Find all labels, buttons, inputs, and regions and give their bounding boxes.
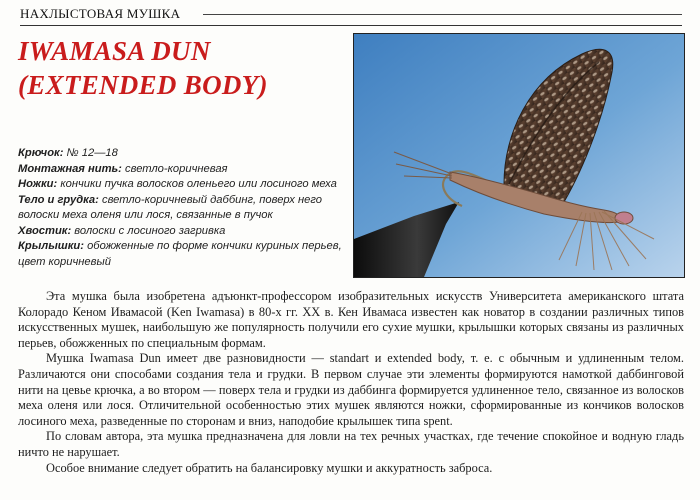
spec-label: Крылышки: [18, 240, 84, 252]
paragraph: Особое внимание следует обратить на балансировку мушки и аккуратность заброса. [46, 460, 493, 475]
spec-legs [18, 177, 352, 193]
spec-body [18, 193, 352, 224]
title-line-2: (EXTENDED BODY) [18, 70, 268, 100]
article-body [18, 289, 684, 476]
spec-value: обожженные по форме кончики куриных перьев, цвет коричневый [18, 240, 342, 268]
spec-value: светло-коричневая [125, 162, 228, 175]
section-title: НАХЛЫСТОВАЯ МУШКА [20, 6, 181, 21]
paragraph: Мушка Iwamasa Dun имеет две разновидности — standart и extended body, т. е. с обычным и удлиненным телом. Различаются они способами создания тела и грудки. В первом случае эти элементы формируются намоткой даббинговой нити на цевье крючка, а во втором — поверх тела и грудки из даббинга формируется удлиненное тело, связанное из волосков меха оленя или лося. Отличительной особенностью этих мушек являются ножки, сформированные из кончиков волосков лосиного меха, разведенные по сторонам и вниз, наподобие крылышек типа spent. [18, 351, 684, 428]
spec-wings [18, 239, 352, 270]
spec-label: Хвостик: [18, 224, 72, 237]
spec-hook [18, 146, 352, 162]
spec-label: Ножки: [18, 178, 58, 190]
fly-illustration [354, 34, 684, 277]
fly-photo [353, 33, 685, 278]
fly-head [615, 212, 633, 224]
paragraph: По словам автора, эта мушка предназначена для ловли на тех речных участках, где течение спокойное и водную гладь ничто не нарушает. [18, 429, 684, 459]
spec-label: Крючок: [18, 147, 64, 159]
spec-label: Тело и грудка: [18, 193, 99, 206]
header-rule [203, 14, 682, 15]
section-header [20, 3, 682, 26]
spec-value: кончики пучка волосков оленьего или лосиного меха [60, 178, 337, 190]
paragraph: Эта мушка была изобретена адъюнкт-профессором изобразительных искусств Университета американского штата Колорадо Кеном Ивамасой (Ken Iwamasa) в 80-х гг. XX в. Кен Ивамаса известен как новатор в создании различных типов искусственных мушек, наибольшую же популярность получили его сухие мушки, крылышки которых связаны из различных перьев, обожженных по специальным формам. [18, 289, 684, 350]
title-line-1: IWAMASA DUN [18, 36, 211, 66]
spec-value: № 12—18 [66, 147, 118, 159]
spec-tail [18, 224, 352, 240]
spec-value: светло-коричневый даббинг, поверх него волоски меха оленя или лося, связанные в пучок [18, 193, 322, 221]
recipe-specs [18, 146, 352, 270]
spec-thread [18, 162, 352, 178]
page-title [18, 34, 268, 102]
spec-label: Монтажная нить: [18, 162, 122, 175]
spec-value: волоски с лосиного загривка [74, 224, 226, 237]
